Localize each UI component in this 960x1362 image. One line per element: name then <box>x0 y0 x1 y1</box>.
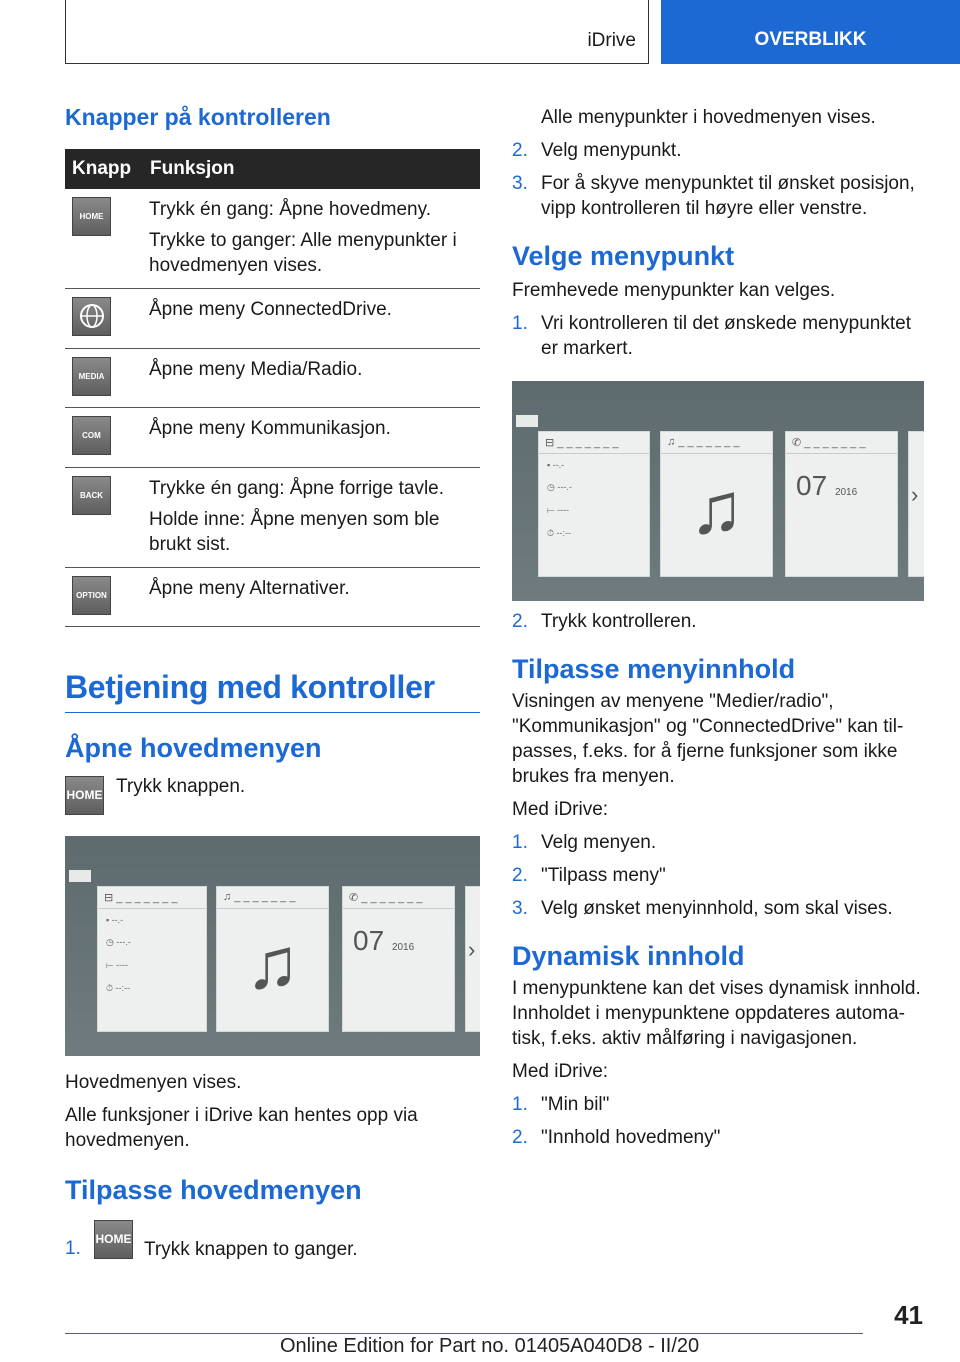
list-item <box>512 830 924 855</box>
function-text: Åpne meny Alternativer. <box>149 578 350 599</box>
screen-year: 2016 <box>834 487 858 498</box>
steps-list-move <box>512 138 924 221</box>
step-number: 2. <box>512 865 528 886</box>
function-text: Trykke to ganger: Alle menypunkter i hovedmenyen vises. <box>149 230 457 276</box>
globe-button-icon <box>72 297 111 336</box>
chevron-right-icon: › <box>468 937 476 962</box>
table-title: Knapper på kontrolleren <box>65 104 331 130</box>
list-item <box>512 138 924 163</box>
screen-tile-vehicle: ⊟ _ _ _ _ _ _ _ ▪ --.- ◷ ---.- ⟝ ---- ⏱ --:-- <box>538 431 650 577</box>
music-note-icon: ♫ <box>245 924 300 1004</box>
list-item <box>512 896 924 921</box>
col-header-button: Knapp <box>65 149 143 189</box>
steps-list-select <box>512 311 924 361</box>
home-button-icon: HOME <box>72 197 111 236</box>
screen-tile-media: ♫ _ _ _ _ _ _ _ ♫ <box>660 431 773 577</box>
list-item <box>512 609 924 634</box>
step-number: 2. <box>512 1127 528 1148</box>
function-text: Åpne meny Media/Radio. <box>149 359 363 380</box>
chevron-right-icon: › <box>911 482 919 507</box>
step-text: For å skyve menypunktet til ønsket posisjon, vipp kontrolleren til høyre eller venstre. <box>541 173 915 219</box>
step-number: 1. <box>512 832 528 853</box>
with-idrive-text: Med iDrive: <box>512 799 609 820</box>
steps-list-press <box>512 609 924 634</box>
header-box <box>65 0 649 64</box>
heading-adjust-main-menu: Tilpasse hovedmenyen <box>65 1175 362 1205</box>
step-number: 3. <box>512 173 528 194</box>
table-row <box>65 349 480 408</box>
screen-tile-next <box>908 431 924 577</box>
screen-tile-communication: ✆ _ _ _ _ _ _ _ 07 2016 <box>785 431 898 577</box>
right-column <box>512 100 924 1150</box>
col-header-function: Funksjon <box>143 149 480 189</box>
step-text: "Tilpass meny" <box>541 865 666 886</box>
buttons-table <box>65 149 480 627</box>
list-item <box>512 311 924 361</box>
press-button-text: Trykk knappen. <box>116 776 246 797</box>
step-press-twice <box>65 1220 480 1262</box>
dynamic-text: I menypunktene kan det vises dynamisk innhold. Innholdet i menypunktene oppdateres automatisk, f.eks. aktiv målføring i navigasjonen. <box>512 978 921 1049</box>
function-text: Holde inne: Åpne menyen som ble brukt sist. <box>149 509 440 555</box>
heading-adjust-content: Tilpasse menyinnhold <box>512 654 796 684</box>
home-button-icon: HOME <box>94 1220 133 1259</box>
screen-tile-media: ♫ _ _ _ _ _ _ _ ♫ <box>216 886 329 1032</box>
step-number: 2. <box>512 140 528 161</box>
screen-tile-vehicle: ⊟ _ _ _ _ _ _ _ ▪ --.- ◷ ---.- ⟝ ---- ⏱ --:-- <box>97 886 207 1032</box>
heading-open-main-menu: Åpne hovedmenyen <box>65 733 322 763</box>
table-row <box>65 468 480 568</box>
idrive-screen-image <box>65 836 480 1056</box>
list-item <box>512 1092 924 1117</box>
all-items-shown-text: Alle menypunkter i hovedmenyen vises. <box>541 107 876 128</box>
table-row <box>65 289 480 349</box>
screen-year: 2016 <box>391 942 415 953</box>
menu-icon <box>69 870 91 882</box>
section-title: iDrive <box>587 30 636 51</box>
chapter-tab: OVERBLIKK <box>661 0 960 64</box>
step-text: Velg menypunkt. <box>541 140 682 161</box>
footer-edition: Online Edition for Part no. 01405A040D8 - II/20 <box>280 1335 700 1357</box>
page-number: 41 <box>894 1300 923 1330</box>
step-text: Trykk knappen to ganger. <box>144 1239 358 1260</box>
press-button-row <box>65 776 480 816</box>
function-text: Trykk én gang: Åpne hovedmeny. <box>149 199 431 220</box>
heading-dynamic-content: Dynamisk innhold <box>512 941 745 971</box>
table-row <box>65 189 480 289</box>
option-button-icon: OPTION <box>72 576 111 615</box>
table-row <box>65 568 480 627</box>
select-text: Fremhevede menypunkter kan velges. <box>512 280 836 301</box>
list-item <box>512 171 924 221</box>
list-item <box>512 1125 924 1150</box>
main-menu-shown-text: Hovedmenyen vises. <box>65 1072 242 1093</box>
table-row <box>65 408 480 468</box>
with-idrive-text-2: Med iDrive: <box>512 1061 609 1082</box>
com-button-icon: COM <box>72 416 111 455</box>
media-button-icon: MEDIA <box>72 357 111 396</box>
footer-divider <box>65 1333 863 1334</box>
left-column <box>65 100 480 1262</box>
step-number: 1. <box>512 1094 528 1115</box>
screen-date: 07 <box>796 470 828 501</box>
step-text: Trykk kontrolleren. <box>541 611 697 632</box>
content-text: Visningen av menyene "Medier/radio", "Kommunikasjon" og "ConnectedDrive" kan tilpasses, f.eks. for å fjerne funksjoner som ikke brukes fra menyen. <box>512 691 904 787</box>
screen-tile-communication: ✆ _ _ _ _ _ _ _ 07 2016 <box>342 886 455 1032</box>
step-text: Velg ønsket menyinnhold, som skal vises. <box>541 898 893 919</box>
back-button-icon: BACK <box>72 476 111 515</box>
menu-icon <box>516 415 538 427</box>
step-number: 1. <box>65 1238 81 1259</box>
steps-list-content <box>512 830 924 921</box>
step-text: "Innhold hovedmeny" <box>541 1127 721 1148</box>
heading-operation: Betjening med kontroller <box>65 669 480 713</box>
step-number: 3. <box>512 898 528 919</box>
function-text: Åpne meny Kommunikasjon. <box>149 418 391 439</box>
music-note-icon: ♫ <box>689 469 744 549</box>
idrive-screen-image <box>512 381 924 601</box>
list-item <box>512 863 924 888</box>
step-text: Vri kontrolleren til det ønskede menypunktet er markert. <box>541 313 911 359</box>
step-text: Velg menyen. <box>541 832 657 853</box>
step-text: "Min bil" <box>541 1094 610 1115</box>
screen-date: 07 <box>353 925 385 956</box>
screen-tile-next <box>465 886 480 1032</box>
steps-list-dynamic <box>512 1092 924 1150</box>
step-number: 2. <box>512 611 528 632</box>
all-functions-text: Alle funksjoner i iDrive kan hentes opp via hovedmenyen. <box>65 1105 418 1151</box>
heading-select-item: Velge menypunkt <box>512 241 735 271</box>
function-text: Åpne meny ConnectedDrive. <box>149 299 392 320</box>
step-number: 1. <box>512 313 528 334</box>
home-button-icon: HOME <box>65 776 104 815</box>
function-text: Trykke én gang: Åpne forrige tavle. <box>149 478 445 499</box>
